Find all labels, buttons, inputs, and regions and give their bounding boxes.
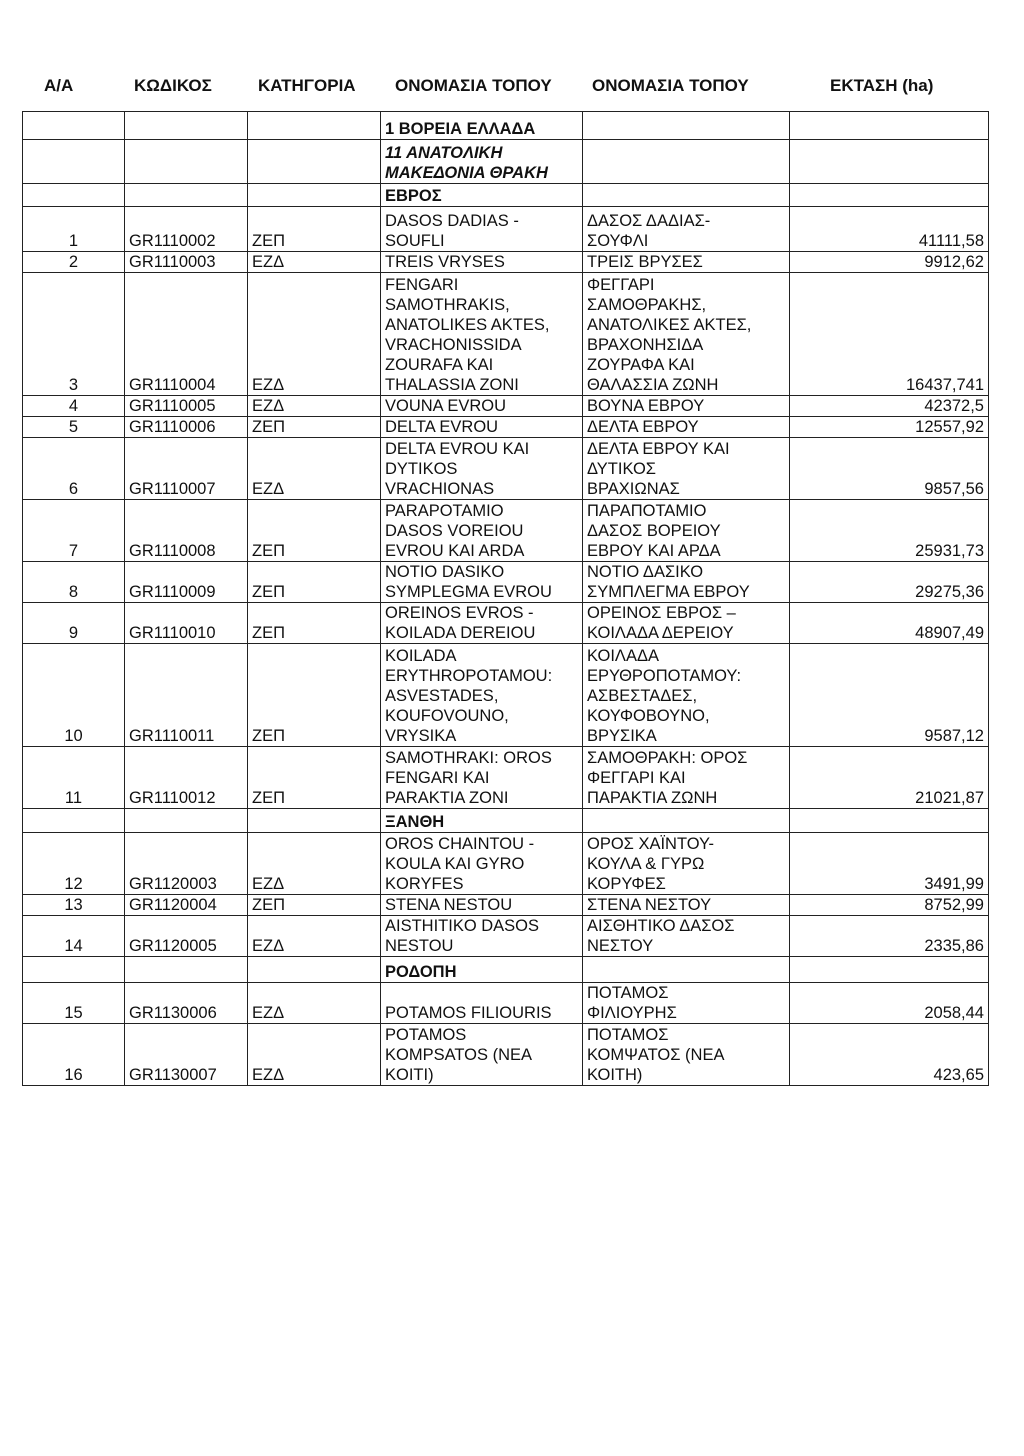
site-name-greek: ΣΤΕΝΑ ΝΕΣΤΟΥ xyxy=(583,895,790,916)
site-name-latin: AISTHITIKO DASOS NESTOU xyxy=(381,916,583,957)
column-header-row xyxy=(0,76,1024,100)
site-name-latin: OROS CHAINTOU - KOULA KAI GYRO KORYFES xyxy=(381,833,583,895)
table-row xyxy=(23,983,989,1024)
prefecture-heading-xanthi: ΞΑΝΘΗ xyxy=(381,809,583,833)
header-category: ΚΑΤΗΓΟΡΙΑ xyxy=(258,76,356,95)
site-code: GR1110006 xyxy=(125,417,248,438)
site-area: 25931,73 xyxy=(790,500,989,562)
site-name-latin: NOTIO DASIKO SYMPLEGMA EVROU xyxy=(381,562,583,603)
subregion-heading: 11 ΑΝΑΤΟΛΙΚΗ ΜΑΚΕΔΟΝΙΑ ΘΡΑΚΗ xyxy=(381,140,583,184)
site-area: 423,65 xyxy=(790,1024,989,1086)
group-row xyxy=(23,957,989,983)
site-name-greek: ΝΟΤΙΟ ΔΑΣΙΚΟ ΣΥΜΠΛΕΓΜΑ ΕΒΡΟΥ xyxy=(583,562,790,603)
site-category: ΕΖΔ xyxy=(248,396,381,417)
table-row xyxy=(23,417,989,438)
site-category: ΕΖΔ xyxy=(248,1024,381,1086)
table-row xyxy=(23,438,989,500)
site-name-latin: DASOS DADIAS - SOUFLI xyxy=(381,207,583,252)
header-area: ΕΚΤΑΣΗ (ha) xyxy=(830,76,934,95)
site-category: ΖΕΠ xyxy=(248,644,381,747)
site-name-greek: ΠΑΡΑΠΟΤΑΜΙΟ ΔΑΣΟΣ ΒΟΡΕΙΟΥ ΕΒΡΟΥ ΚΑΙ ΑΡΔΑ xyxy=(583,500,790,562)
row-number: 8 xyxy=(23,562,125,603)
site-code: GR1110008 xyxy=(125,500,248,562)
site-name-latin: VOUNA EVROU xyxy=(381,396,583,417)
site-category: ΕΖΔ xyxy=(248,438,381,500)
site-area: 21021,87 xyxy=(790,747,989,809)
site-category: ΖΕΠ xyxy=(248,747,381,809)
site-area: 41111,58 xyxy=(790,207,989,252)
site-name-greek: ΠΟΤΑΜΟΣ ΦΙΛΙΟΥΡΗΣ xyxy=(583,983,790,1024)
site-code: GR1110012 xyxy=(125,747,248,809)
site-area: 48907,49 xyxy=(790,603,989,644)
site-name-latin: DELTA EVROU xyxy=(381,417,583,438)
row-number: 12 xyxy=(23,833,125,895)
header-code: ΚΩΔΙΚΟΣ xyxy=(134,76,212,95)
table-row xyxy=(23,603,989,644)
site-code: GR1110003 xyxy=(125,252,248,273)
site-name-greek: ΟΡΟΣ ΧΑΪΝΤΟΥ- ΚΟΥΛΑ & ΓΥΡΩ ΚΟΡΥΦΕΣ xyxy=(583,833,790,895)
table-row xyxy=(23,562,989,603)
site-category: ΕΖΔ xyxy=(248,252,381,273)
site-name-greek: ΑΙΣΘΗΤΙΚΟ ΔΑΣΟΣ ΝΕΣΤΟΥ xyxy=(583,916,790,957)
row-number: 2 xyxy=(23,252,125,273)
site-category: ΕΖΔ xyxy=(248,916,381,957)
site-code: GR1130007 xyxy=(125,1024,248,1086)
row-number: 3 xyxy=(23,273,125,396)
row-number: 16 xyxy=(23,1024,125,1086)
row-number: 9 xyxy=(23,603,125,644)
site-name-latin: POTAMOS KOMPSATOS (NEA KOITI) xyxy=(381,1024,583,1086)
row-number: 5 xyxy=(23,417,125,438)
table-row xyxy=(23,396,989,417)
site-area: 2335,86 xyxy=(790,916,989,957)
header-name-greek: ΟΝΟΜΑΣΙΑ ΤΟΠΟΥ xyxy=(592,76,749,95)
row-number: 10 xyxy=(23,644,125,747)
site-code: GR1110004 xyxy=(125,273,248,396)
site-name-latin: OREINOS EVROS - KOILADA DEREIOU xyxy=(381,603,583,644)
site-code: GR1130006 xyxy=(125,983,248,1024)
row-number: 15 xyxy=(23,983,125,1024)
site-code: GR1110010 xyxy=(125,603,248,644)
site-area: 9912,62 xyxy=(790,252,989,273)
site-code: GR1110011 xyxy=(125,644,248,747)
group-row xyxy=(23,184,989,207)
site-category: ΖΕΠ xyxy=(248,417,381,438)
site-name-latin: POTAMOS FILIOURIS xyxy=(381,983,583,1024)
site-area: 8752,99 xyxy=(790,895,989,916)
site-name-latin: FENGARI SAMOTHRAKIS, ANATOLIKES AKTES, VRACHONISSIDA ZOURAFA KAI THALASSIA ZONI xyxy=(381,273,583,396)
site-code: GR1110007 xyxy=(125,438,248,500)
row-number: 6 xyxy=(23,438,125,500)
site-category: ΖΕΠ xyxy=(248,895,381,916)
group-row xyxy=(23,112,989,140)
table-row xyxy=(23,833,989,895)
table-row xyxy=(23,500,989,562)
site-code: GR1120004 xyxy=(125,895,248,916)
site-code: GR1120005 xyxy=(125,916,248,957)
site-name-greek: ΟΡΕΙΝΟΣ ΕΒΡΟΣ – ΚΟΙΛΑΔΑ ΔΕΡΕΙΟΥ xyxy=(583,603,790,644)
site-name-greek: ΠΟΤΑΜΟΣ ΚΟΜΨΑΤΟΣ (ΝΕΑ ΚΟΙΤΗ) xyxy=(583,1024,790,1086)
group-row xyxy=(23,140,989,184)
site-category: ΖΕΠ xyxy=(248,603,381,644)
site-name-greek: ΔΕΛΤΑ ΕΒΡΟΥ xyxy=(583,417,790,438)
header-name-latin: ΟΝΟΜΑΣΙΑ ΤΟΠΟΥ xyxy=(395,76,552,95)
site-code: GR1110009 xyxy=(125,562,248,603)
site-name-greek: ΤΡΕΙΣ ΒΡΥΣΕΣ xyxy=(583,252,790,273)
table-row xyxy=(23,1024,989,1086)
site-category: ΕΖΔ xyxy=(248,273,381,396)
row-number: 7 xyxy=(23,500,125,562)
prefecture-heading-evros: ΕΒΡΟΣ xyxy=(381,184,583,207)
site-code: GR1110002 xyxy=(125,207,248,252)
site-category: ΖΕΠ xyxy=(248,207,381,252)
site-area: 3491,99 xyxy=(790,833,989,895)
site-category: ΖΕΠ xyxy=(248,500,381,562)
region-heading: 1 ΒΟΡΕΙΑ ΕΛΛΑΔΑ xyxy=(381,112,583,140)
site-area: 2058,44 xyxy=(790,983,989,1024)
row-number: 14 xyxy=(23,916,125,957)
table-row xyxy=(23,644,989,747)
site-category: ΖΕΠ xyxy=(248,562,381,603)
site-name-latin: STENA NESTOU xyxy=(381,895,583,916)
table-row xyxy=(23,273,989,396)
site-category: ΕΖΔ xyxy=(248,833,381,895)
row-number: 13 xyxy=(23,895,125,916)
site-name-latin: KOILADA ERYTHROPOTAMOU: ASVESTADES, KOUFOVOUNO, VRYSIKA xyxy=(381,644,583,747)
site-area: 42372,5 xyxy=(790,396,989,417)
site-name-latin: SAMOTHRAKI: OROS FENGARI KAI PARAKTIA ZONI xyxy=(381,747,583,809)
table-row xyxy=(23,895,989,916)
table-row xyxy=(23,916,989,957)
table-row xyxy=(23,747,989,809)
site-area: 12557,92 xyxy=(790,417,989,438)
site-code: GR1110005 xyxy=(125,396,248,417)
table-row xyxy=(23,207,989,252)
site-code: GR1120003 xyxy=(125,833,248,895)
group-row xyxy=(23,809,989,833)
site-name-greek: ΣΑΜΟΘΡΑΚΗ: ΟΡΟΣ ΦΕΓΓΑΡΙ ΚΑΙ ΠΑΡΑΚΤΙΑ ΖΩΝΗ xyxy=(583,747,790,809)
site-name-greek: ΦΕΓΓΑΡΙ ΣΑΜΟΘΡΑΚΗΣ, ΑΝΑΤΟΛΙΚΕΣ ΑΚΤΕΣ, ΒΡΑΧΟΝΗΣΙΔΑ ΖΟΥΡΑΦΑ ΚΑΙ ΘΑΛΑΣΣΙΑ ΖΩΝΗ xyxy=(583,273,790,396)
site-name-greek: ΚΟΙΛΑΔΑ ΕΡΥΘΡΟΠΟΤΑΜΟΥ: ΑΣΒΕΣΤΑΔΕΣ, ΚΟΥΦΟΒΟΥΝΟ, ΒΡΥΣΙΚΑ xyxy=(583,644,790,747)
site-name-greek: ΒΟΥΝΑ ΕΒΡΟΥ xyxy=(583,396,790,417)
header-aa: Α/Α xyxy=(44,76,74,95)
site-area: 16437,741 xyxy=(790,273,989,396)
site-name-latin: PARAPOTAMIO DASOS VOREIOU EVROU KAI ARDA xyxy=(381,500,583,562)
site-area: 9587,12 xyxy=(790,644,989,747)
prefecture-heading-rodopi: ΡΟΔΟΠΗ xyxy=(381,957,583,983)
site-name-latin: TREIS VRYSES xyxy=(381,252,583,273)
row-number: 1 xyxy=(23,207,125,252)
row-number: 11 xyxy=(23,747,125,809)
table-body xyxy=(23,112,989,1086)
table-row xyxy=(23,252,989,273)
natura-sites-table xyxy=(22,111,989,1086)
site-name-latin: DELTA EVROU KAI DYTIKOS VRACHIONAS xyxy=(381,438,583,500)
site-name-greek: ΔΕΛΤΑ ΕΒΡΟΥ ΚΑΙ ΔΥΤΙΚΟΣ ΒΡΑΧΙΩΝΑΣ xyxy=(583,438,790,500)
site-category: ΕΖΔ xyxy=(248,983,381,1024)
row-number: 4 xyxy=(23,396,125,417)
site-name-greek: ΔΑΣΟΣ ΔΑΔΙΑΣ- ΣΟΥΦΛΙ xyxy=(583,207,790,252)
site-area: 9857,56 xyxy=(790,438,989,500)
site-area: 29275,36 xyxy=(790,562,989,603)
